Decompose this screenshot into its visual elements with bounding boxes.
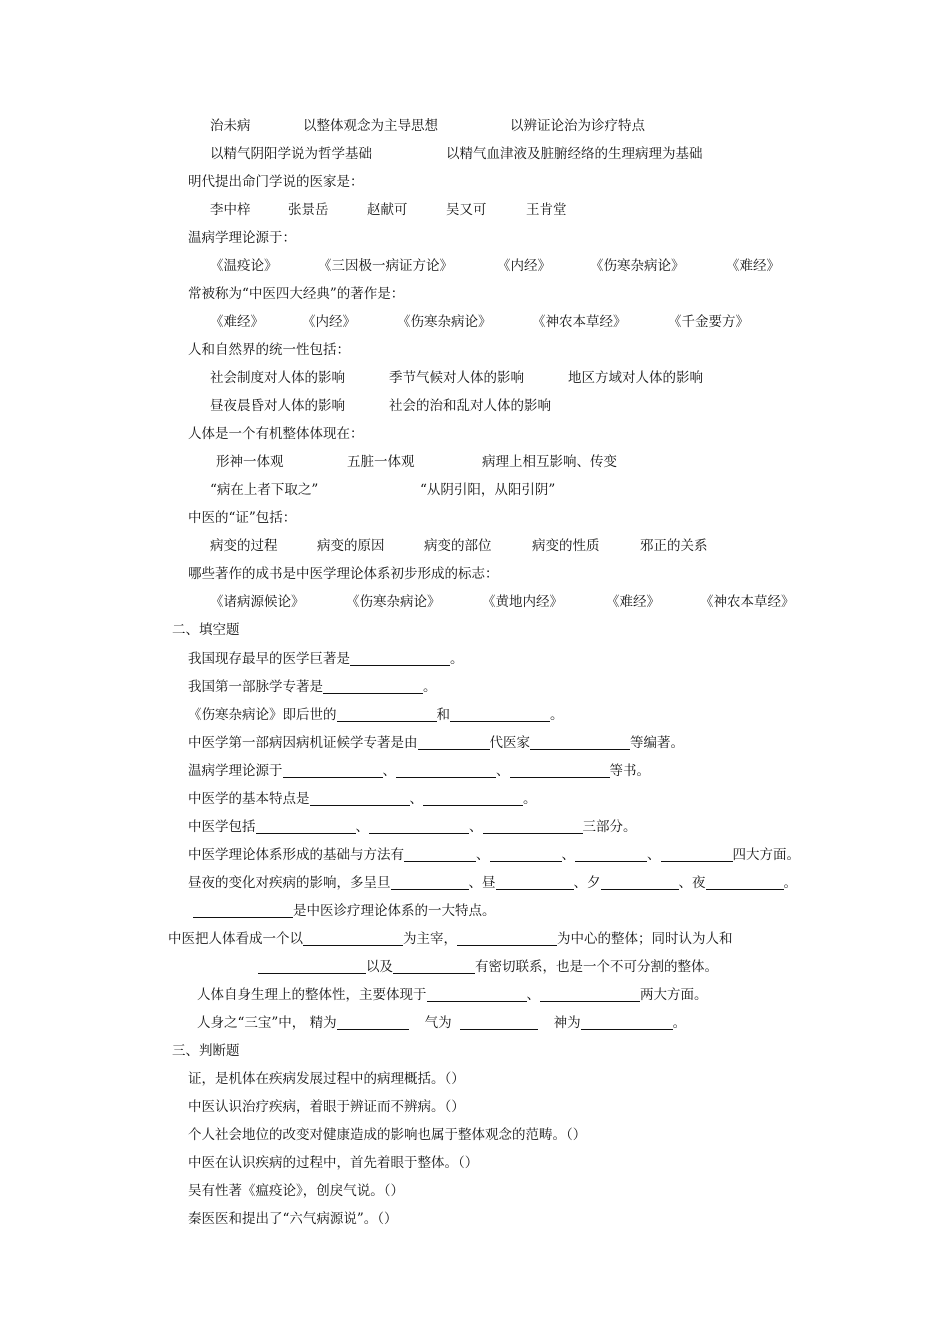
answer-blank[interactable] xyxy=(303,931,403,946)
option: 《神农本草经》 xyxy=(532,314,627,330)
option: 《难经》 xyxy=(606,594,660,610)
option: 《伤寒杂病论》 xyxy=(397,314,492,330)
option: 《神农本草经》 xyxy=(700,594,795,610)
answer-blank[interactable] xyxy=(460,1015,538,1030)
answer-blank[interactable] xyxy=(310,791,410,806)
fill-question xyxy=(197,986,708,1004)
fill-question xyxy=(188,846,800,864)
option: “病在上者下取之” xyxy=(210,482,319,498)
answer-blank[interactable] xyxy=(369,819,469,834)
option: 《诸病源候论》 xyxy=(210,594,305,610)
fill-text: 等书。 xyxy=(609,763,650,779)
answer-blank[interactable] xyxy=(418,735,490,750)
option: 《难经》 xyxy=(210,314,264,330)
option: 以精气阴阳学说为哲学基础 xyxy=(210,146,372,162)
option: 病变的过程 xyxy=(210,538,278,554)
answer-blank[interactable] xyxy=(601,875,679,890)
fill-text: 神为 xyxy=(553,1015,581,1031)
fill-question xyxy=(188,678,437,696)
fill-text: 、 xyxy=(409,791,423,807)
option: 社会的治和乱对人体的影响 xyxy=(389,398,551,414)
option: 《伤寒杂病论》 xyxy=(590,258,685,274)
fill-text: 、 xyxy=(496,763,510,779)
fill-text: 、 xyxy=(355,819,369,835)
option: 地区方域对人体的影响 xyxy=(568,370,703,386)
option: 《内经》 xyxy=(497,258,551,274)
answer-blank[interactable] xyxy=(427,987,527,1002)
fill-text: 。 xyxy=(450,651,464,667)
fill-question xyxy=(188,790,537,808)
judge-question: 个人社会地位的改变对健康造成的影响也属于整体观念的范畴。（） xyxy=(188,1127,587,1143)
fill-text: 以及 xyxy=(366,959,393,975)
fill-text: 、夜 xyxy=(678,875,706,891)
fill-question xyxy=(188,706,564,724)
question-stem: 哪些著作的成书是中医学理论体系初步形成的标志： xyxy=(188,566,499,582)
fill-question xyxy=(193,902,496,920)
answer-blank[interactable] xyxy=(706,875,784,890)
fill-text: 、昼 xyxy=(468,875,496,891)
answer-blank[interactable] xyxy=(510,763,610,778)
answer-blank[interactable] xyxy=(323,679,423,694)
option: 赵献可 xyxy=(367,202,408,218)
fill-text: 中医学第一部病因病机证候学专著是由 xyxy=(188,735,418,751)
answer-blank[interactable] xyxy=(496,875,574,890)
fill-question xyxy=(188,874,797,892)
question-stem: 人和自然界的统一性包括： xyxy=(188,342,350,358)
option: 吴又可 xyxy=(446,202,487,218)
option: 社会制度对人体的影响 xyxy=(210,370,345,386)
section-title: 二、填空题 xyxy=(172,622,240,638)
answer-blank[interactable] xyxy=(457,931,557,946)
fill-text: 、 xyxy=(526,987,540,1003)
fill-text: 三部分。 xyxy=(582,819,637,835)
fill-text: 为中心的整体；同时认为人和 xyxy=(557,931,733,947)
answer-blank[interactable] xyxy=(423,791,523,806)
fill-text: 温病学理论源于 xyxy=(188,763,283,779)
fill-text: 《伤寒杂病论》即后世的 xyxy=(188,707,337,723)
fill-text: 代医家 xyxy=(489,735,530,751)
answer-blank[interactable] xyxy=(450,707,550,722)
fill-text: 。 xyxy=(783,875,797,891)
option: 季节气候对人体的影响 xyxy=(389,370,524,386)
answer-blank[interactable] xyxy=(404,847,476,862)
fill-text: 、 xyxy=(476,847,490,863)
option: 《三因极一病证方论》 xyxy=(318,258,453,274)
option: 五脏一体观 xyxy=(347,454,415,470)
fill-text: 、 xyxy=(647,847,661,863)
question-stem: 中医的“证”包括： xyxy=(188,510,297,526)
option: 以辨证论治为诊疗特点 xyxy=(510,118,645,134)
answer-blank[interactable] xyxy=(575,847,647,862)
option: 以整体观念为主导思想 xyxy=(303,118,438,134)
judge-question: 证，是机体在疾病发展过程中的病理概括。（） xyxy=(188,1071,465,1087)
fill-text: 四大方面。 xyxy=(732,847,800,863)
fill-text: 为主宰， xyxy=(403,931,457,947)
fill-question xyxy=(258,958,718,976)
fill-question xyxy=(168,930,733,948)
answer-blank[interactable] xyxy=(337,1015,409,1030)
fill-text: 中医把人体看成一个以 xyxy=(168,931,303,947)
answer-blank[interactable] xyxy=(283,763,383,778)
option: 邪正的关系 xyxy=(640,538,708,554)
answer-blank[interactable] xyxy=(337,707,437,722)
option: 形神一体观 xyxy=(216,454,284,470)
option: 《温疫论》 xyxy=(210,258,278,274)
fill-text: 有密切联系，也是一个不可分割的整体。 xyxy=(475,959,718,975)
option: 昼夜晨昏对人体的影响 xyxy=(210,398,345,414)
question-stem: 温病学理论源于： xyxy=(188,230,296,246)
answer-blank[interactable] xyxy=(581,1015,673,1030)
fill-text: 我国第一部脉学专著是 xyxy=(188,679,323,695)
fill-text: 等编著。 xyxy=(630,735,684,751)
fill-text: 人身之“三宝”中， 精为 xyxy=(197,1015,337,1031)
answer-blank[interactable] xyxy=(393,959,475,974)
option: “从阴引阳，从阳引阴” xyxy=(420,482,556,498)
judge-question: 吴有性著《瘟疫论》，创戾气说。（） xyxy=(188,1183,404,1199)
fill-text: 、 xyxy=(469,819,483,835)
fill-text: 人体自身生理上的整体性，主要体现于 xyxy=(197,987,427,1003)
answer-blank[interactable] xyxy=(193,903,293,918)
fill-question xyxy=(188,818,637,836)
answer-blank[interactable] xyxy=(540,987,640,1002)
fill-question xyxy=(188,762,650,780)
option: 张景岳 xyxy=(288,202,329,218)
answer-blank[interactable] xyxy=(530,735,630,750)
answer-blank[interactable] xyxy=(490,847,562,862)
fill-text: 昼夜的变化对疾病的影响，多呈旦 xyxy=(188,875,391,891)
question-stem: 明代提出命门学说的医家是： xyxy=(188,174,364,190)
judge-question: 中医认识治疗疾病，着眼于辨证而不辨病。（） xyxy=(188,1099,465,1115)
fill-text: 、夕 xyxy=(573,875,601,891)
fill-text: 我国现存最早的医学巨著是 xyxy=(188,651,350,667)
answer-blank[interactable] xyxy=(661,847,733,862)
option: 《伤寒杂病论》 xyxy=(346,594,441,610)
judge-question: 秦医医和提出了“六气病源说”。（） xyxy=(188,1211,398,1227)
fill-text: 中医学理论体系形成的基础与方法有 xyxy=(188,847,404,863)
fill-text: 中医学的基本特点是 xyxy=(188,791,310,807)
fill-text: 、 xyxy=(561,847,575,863)
fill-text: 和 xyxy=(436,707,450,723)
option: 《黄地内经》 xyxy=(482,594,563,610)
answer-blank[interactable] xyxy=(350,651,450,666)
option: 病理上相互影响、传变 xyxy=(482,454,617,470)
option: 治未病 xyxy=(210,118,251,134)
fill-text: 。 xyxy=(672,1015,687,1031)
answer-blank[interactable] xyxy=(396,763,496,778)
fill-text: 气为 xyxy=(424,1015,452,1031)
fill-text: 。 xyxy=(523,791,537,807)
question-stem: 常被称为“中医四大经典”的著作是： xyxy=(188,286,405,302)
fill-text: 中医学包括 xyxy=(188,819,256,835)
option: 《内经》 xyxy=(302,314,356,330)
fill-text: 是中医诊疗理论体系的一大特点。 xyxy=(293,903,496,919)
answer-blank[interactable] xyxy=(391,875,469,890)
option: 李中梓 xyxy=(210,202,251,218)
fill-question xyxy=(197,1014,686,1032)
option: 以精气血津液及脏腑经络的生理病理为基础 xyxy=(446,146,703,162)
answer-blank[interactable] xyxy=(258,959,366,974)
fill-text: 、 xyxy=(382,763,396,779)
option: 病变的性质 xyxy=(532,538,600,554)
answer-blank[interactable] xyxy=(256,819,356,834)
fill-text: 。 xyxy=(550,707,564,723)
fill-text: 两大方面。 xyxy=(640,987,708,1003)
option: 病变的部位 xyxy=(424,538,492,554)
option: 王肯堂 xyxy=(526,202,567,218)
section-title: 三、判断题 xyxy=(172,1043,240,1059)
question-stem: 人体是一个有机整体体现在： xyxy=(188,426,364,442)
answer-blank[interactable] xyxy=(483,819,583,834)
option: 病变的原因 xyxy=(317,538,385,554)
option: 《难经》 xyxy=(726,258,780,274)
fill-question xyxy=(188,734,684,752)
fill-question xyxy=(188,650,464,668)
option: 《千金要方》 xyxy=(668,314,749,330)
fill-text: 。 xyxy=(423,679,437,695)
judge-question: 中医在认识疾病的过程中，首先着眼于整体。（） xyxy=(188,1155,479,1171)
